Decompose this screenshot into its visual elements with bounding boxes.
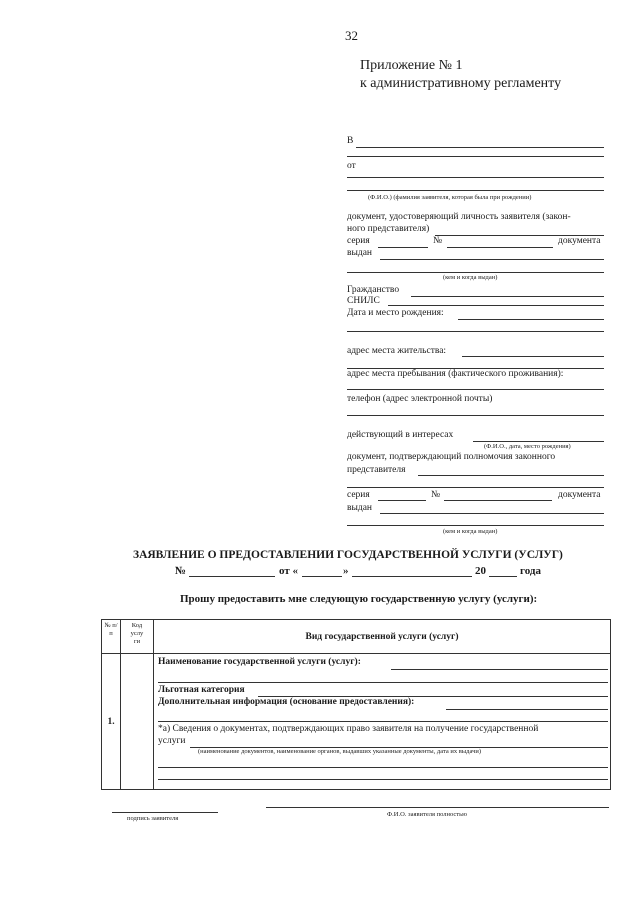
col-code-header: Код услу ги xyxy=(121,620,154,654)
from-word: от « xyxy=(279,565,299,577)
docs-field-2[interactable] xyxy=(158,767,608,768)
fio-signature-caption: Ф.И.О. заявителя полностью xyxy=(387,811,467,818)
rep-doc-field[interactable] xyxy=(418,475,604,476)
service-name-field[interactable] xyxy=(391,669,608,670)
request-text: Прошу предоставить мне следующую государственную услугу (услуги): xyxy=(180,593,538,605)
stay-field[interactable] xyxy=(347,389,604,390)
stay-label: адрес места пребывания (фактического проживания): xyxy=(347,369,564,379)
series-field[interactable] xyxy=(378,247,428,248)
birth-label: Дата и место рождения: xyxy=(347,308,444,318)
year-word: года xyxy=(520,565,541,577)
day-field[interactable] xyxy=(302,576,342,577)
year-field[interactable] xyxy=(489,576,517,577)
additional-field[interactable] xyxy=(446,709,608,710)
issued-field[interactable] xyxy=(380,259,604,260)
to-field-2[interactable] xyxy=(347,156,604,157)
to-field[interactable] xyxy=(356,147,604,148)
row-service-cell xyxy=(154,654,611,790)
services-table xyxy=(101,619,611,790)
series-label: серия xyxy=(347,236,370,246)
service-name-label: Наименование государственной услуги (услуг): xyxy=(158,657,361,667)
fio-signature-line[interactable] xyxy=(266,807,609,808)
row-code-cell[interactable] xyxy=(121,654,154,790)
number-sign: № xyxy=(175,565,187,577)
acting-caption: (Ф.И.О., дата, место рождения) xyxy=(484,443,571,450)
issued-caption-2: (кем и когда выдан) xyxy=(443,528,498,535)
year-prefix: 20 xyxy=(475,565,486,577)
document-label-2: документа xyxy=(558,490,601,500)
rep-doc-line2: представителя xyxy=(347,465,406,475)
docs-caption: (наименование документов, наименование органов, выдавших указанные документы, дата их выдачи) xyxy=(198,748,482,755)
document-label: документа xyxy=(558,236,601,246)
service-name-field-2[interactable] xyxy=(158,682,608,683)
snils-label: СНИЛС xyxy=(347,296,380,306)
from-field[interactable] xyxy=(347,177,604,178)
birth-field-2[interactable] xyxy=(347,331,604,332)
col-service-header: Вид государственной услуги (услуг) xyxy=(154,620,611,654)
from-label: от xyxy=(347,161,356,171)
citizenship-field[interactable] xyxy=(411,296,604,297)
signature-line[interactable] xyxy=(112,812,218,813)
docs-line2: услуги xyxy=(158,736,186,746)
acting-label: действующий в интересах xyxy=(347,430,454,440)
rep-doc-line1: документ, подтверждающий полномочия законного xyxy=(347,452,556,462)
issued-field-3[interactable] xyxy=(380,513,604,514)
table-row xyxy=(102,654,611,790)
issued-field-4[interactable] xyxy=(347,525,604,526)
additional-field-2[interactable] xyxy=(158,721,608,722)
signature-caption: подпись заявителя xyxy=(127,815,179,822)
issued-label: выдан xyxy=(347,248,373,258)
issued-caption: (кем и когда выдан) xyxy=(443,274,498,281)
row-number-cell: 1. xyxy=(102,654,121,790)
id-doc-line1: документ, удостоверяющий личность заявителя (закон- xyxy=(347,212,571,222)
snils-field[interactable] xyxy=(388,305,604,306)
appendix-title: Приложение № 1 xyxy=(360,58,463,73)
fio-caption: (Ф.И.О.) (фамилия заявителя, которая была при рождении) xyxy=(368,194,532,201)
statement-number-field[interactable] xyxy=(189,576,275,577)
to-label: В xyxy=(347,136,354,146)
series-field-2[interactable] xyxy=(378,500,426,501)
statement-title: ЗАЯВЛЕНИЕ О ПРЕДОСТАВЛЕНИИ ГОСУДАРСТВЕННОЙ УСЛУГИ (УСЛУГ) xyxy=(133,549,563,561)
table-header-row xyxy=(102,620,611,654)
phone-label: телефон (адрес электронной почты) xyxy=(347,394,493,404)
residence-label: адрес места жительства: xyxy=(347,346,447,356)
quote-close: » xyxy=(343,565,349,577)
docs-line1: *а) Сведения о документах, подтверждающих право заявителя на получение государственной xyxy=(158,724,539,734)
from-field-2[interactable] xyxy=(347,190,604,191)
residence-field[interactable] xyxy=(462,356,604,357)
citizenship-label: Гражданство xyxy=(347,285,400,295)
docs-field-3[interactable] xyxy=(158,779,608,780)
appendix-subtitle: к административному регламенту xyxy=(360,76,562,91)
issued-field-2[interactable] xyxy=(347,272,604,273)
month-field[interactable] xyxy=(352,576,472,577)
col-number-header: № п/ п xyxy=(102,620,121,654)
page-number: 32 xyxy=(345,28,358,43)
number-field-2[interactable] xyxy=(444,500,552,501)
issued-label-2: выдан xyxy=(347,503,373,513)
birth-field[interactable] xyxy=(458,319,604,320)
rep-doc-field-2[interactable] xyxy=(347,487,604,488)
acting-field[interactable] xyxy=(473,441,604,442)
number-label-2: № xyxy=(431,490,441,500)
number-label: № xyxy=(433,236,443,246)
series-label-2: серия xyxy=(347,490,370,500)
additional-label: Дополнительная информация (основание предоставления): xyxy=(158,697,415,707)
id-doc-line2: ного представителя) xyxy=(347,224,430,234)
phone-field[interactable] xyxy=(347,415,604,416)
number-field[interactable] xyxy=(447,247,553,248)
benefit-label: Льготная категория xyxy=(158,685,245,695)
